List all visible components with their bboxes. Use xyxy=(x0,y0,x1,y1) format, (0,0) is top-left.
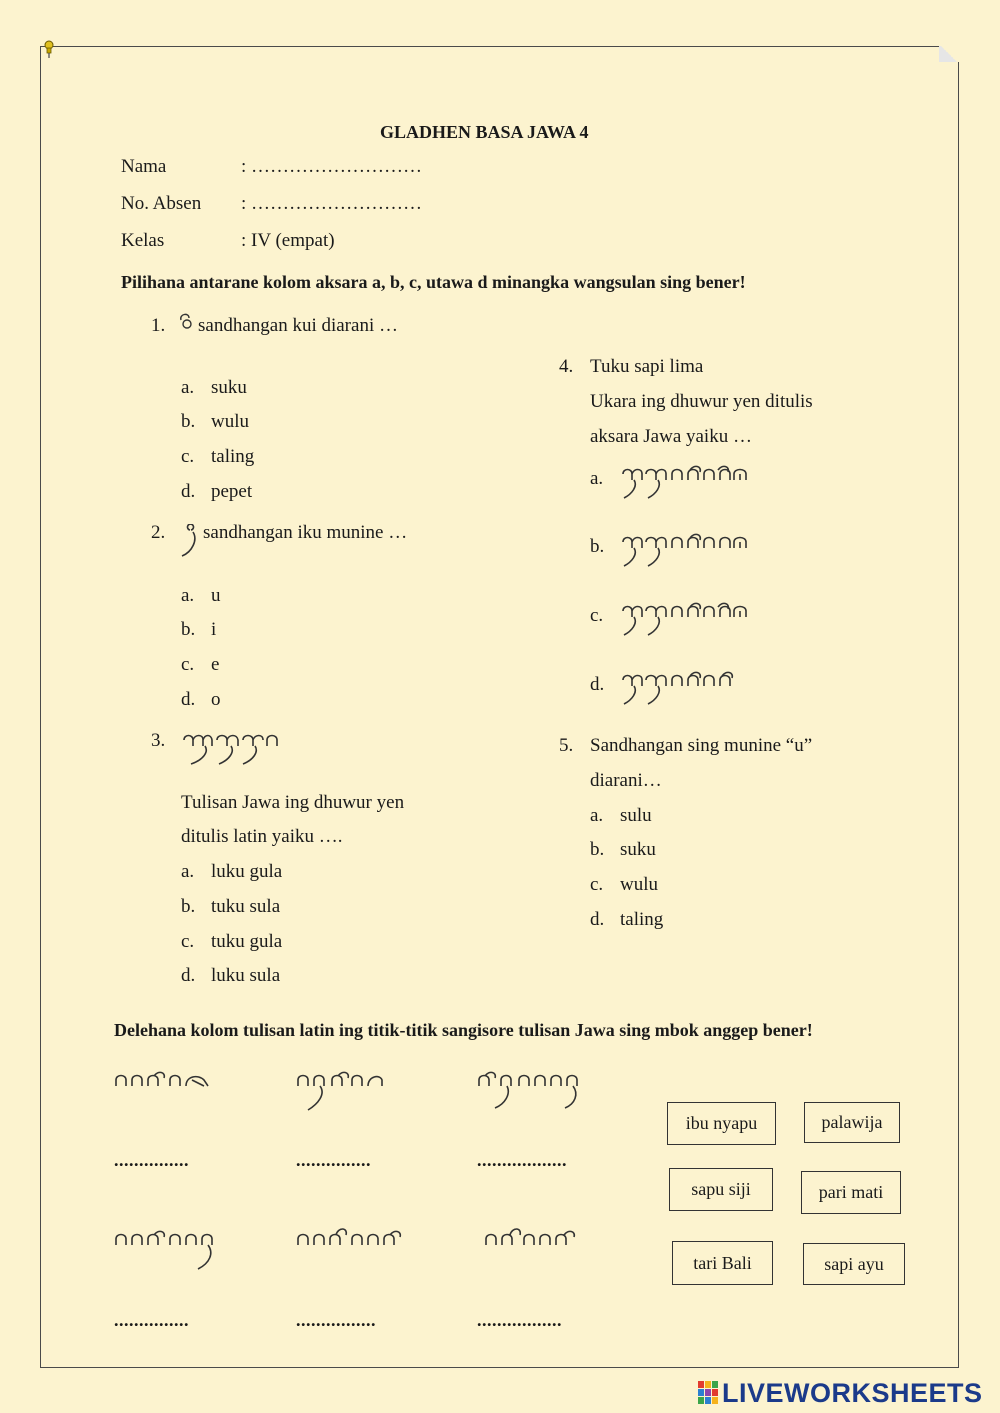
q2-option-b[interactable]: i xyxy=(211,619,217,640)
field-value-absen[interactable]: : ……………………… xyxy=(241,193,423,214)
pin-icon xyxy=(43,40,55,58)
q4-option-a-letter: a. xyxy=(590,468,604,489)
q4-line3: aksara Jawa yaiku … xyxy=(590,426,752,447)
brand-name: LIVEWORKSHEETS xyxy=(722,1377,983,1408)
q1-option-b[interactable]: wulu xyxy=(211,411,249,432)
javanese-word-2-icon xyxy=(296,1064,386,1114)
q3-option-d[interactable]: luku sula xyxy=(211,965,281,986)
q2-option-b-letter: b. xyxy=(181,619,196,640)
q5-number: 5. xyxy=(559,735,574,756)
q4-option-a-javanese-icon[interactable] xyxy=(620,464,752,504)
q4-line2: Ukara ing dhuwur yen ditulis xyxy=(590,391,813,412)
q5-option-d[interactable]: taling xyxy=(620,909,664,930)
q1-option-a-letter: a. xyxy=(181,377,195,398)
q4-option-c-letter: c. xyxy=(590,605,604,626)
liveworksheets-brand xyxy=(697,1378,983,1408)
q3-option-c[interactable]: tuku gula xyxy=(211,931,283,952)
q4-option-c-javanese-icon[interactable] xyxy=(620,601,752,641)
blank-5[interactable]: ................ xyxy=(296,1310,376,1330)
field-value-kelas: : IV (empat) xyxy=(241,230,335,251)
section2-instruction: Delehana kolom tulisan latin ing titik-titik sangisore tulisan Jawa sing mbok anggep bener! xyxy=(114,1020,813,1040)
javanese-word-1-icon xyxy=(114,1068,212,1092)
q2-option-a[interactable]: u xyxy=(211,585,221,606)
javanese-word-4-icon xyxy=(114,1225,218,1273)
q5-option-a[interactable]: sulu xyxy=(620,805,652,826)
q2-number: 2. xyxy=(151,522,166,543)
q3-number: 3. xyxy=(151,730,166,751)
q1-option-c[interactable]: taling xyxy=(211,446,255,467)
section1-instruction: Pilihana antarane kolom aksara a, b, c, utawa d minangka wangsulan sing bener! xyxy=(121,272,746,292)
field-value-nama[interactable]: : ……………………… xyxy=(241,156,423,177)
answer-box-palawija[interactable]: palawija xyxy=(804,1102,900,1143)
blank-2[interactable]: ............... xyxy=(296,1150,371,1170)
suku-glyph-icon xyxy=(180,524,200,560)
q1-number: 1. xyxy=(151,315,166,336)
blank-3[interactable]: .................. xyxy=(477,1150,567,1170)
q5-line1: Sandhangan sing munine “u” xyxy=(590,735,813,756)
javanese-word-3-icon xyxy=(477,1064,593,1114)
q1-option-d-letter: d. xyxy=(181,481,196,502)
answer-box-pari-mati[interactable]: pari mati xyxy=(801,1171,901,1214)
javanese-word-5-icon xyxy=(296,1225,404,1253)
q3-line2: ditulis latin yaiku …. xyxy=(181,826,343,847)
q2-text: sandhangan iku munine … xyxy=(203,522,408,543)
q5-option-b-letter: b. xyxy=(590,839,605,860)
q4-option-b-letter: b. xyxy=(590,536,605,557)
answer-box-tari-bali[interactable]: tari Bali xyxy=(672,1241,773,1285)
q2-option-d-letter: d. xyxy=(181,689,196,710)
q2-option-c[interactable]: e xyxy=(211,654,220,675)
q1-text: sandhangan kui diarani … xyxy=(198,315,398,336)
q2-option-c-letter: c. xyxy=(181,654,195,675)
q2-option-d[interactable]: o xyxy=(211,689,221,710)
liveworksheets-logo-icon xyxy=(697,1380,719,1406)
q4-option-d-javanese-icon[interactable] xyxy=(620,670,736,710)
q4-number: 4. xyxy=(559,356,574,377)
q3-option-a[interactable]: luku gula xyxy=(211,861,283,882)
answer-box-ibu-nyapu[interactable]: ibu nyapu xyxy=(667,1102,776,1145)
q3-option-b[interactable]: tuku sula xyxy=(211,896,281,917)
field-label-absen: No. Absen xyxy=(121,193,202,214)
javanese-script-q3-icon xyxy=(181,730,281,770)
q3-line1: Tulisan Jawa ing dhuwur yen xyxy=(181,792,405,813)
q3-option-d-letter: d. xyxy=(181,965,196,986)
q3-option-a-letter: a. xyxy=(181,861,195,882)
q5-option-d-letter: d. xyxy=(590,909,605,930)
javanese-word-6-icon xyxy=(484,1225,580,1253)
q4-option-d-letter: d. xyxy=(590,674,605,695)
answer-box-sapu-siji[interactable]: sapu siji xyxy=(669,1168,773,1211)
q5-option-a-letter: a. xyxy=(590,805,604,826)
q5-option-b[interactable]: suku xyxy=(620,839,656,860)
q5-line2: diarani… xyxy=(590,770,662,791)
q5-option-c[interactable]: wulu xyxy=(620,874,658,895)
page-fold xyxy=(939,46,959,62)
answer-box-sapi-ayu[interactable]: sapi ayu xyxy=(803,1243,905,1285)
q1-option-a[interactable]: suku xyxy=(211,377,247,398)
field-label-nama: Nama xyxy=(121,156,167,177)
q1-option-d[interactable]: pepet xyxy=(211,481,253,502)
q2-option-a-letter: a. xyxy=(181,585,195,606)
taling-glyph-icon xyxy=(177,310,195,334)
q4-line1: Tuku sapi lima xyxy=(590,356,704,377)
blank-4[interactable]: ............... xyxy=(114,1310,189,1330)
q1-option-c-letter: c. xyxy=(181,446,195,467)
blank-1[interactable]: ............... xyxy=(114,1150,189,1170)
q5-option-c-letter: c. xyxy=(590,874,604,895)
blank-6[interactable]: ................. xyxy=(477,1310,562,1330)
page-title: GLADHEN BASA JAWA 4 xyxy=(380,122,589,142)
q3-option-b-letter: b. xyxy=(181,896,196,917)
q4-option-b-javanese-icon[interactable] xyxy=(620,532,752,572)
field-label-kelas: Kelas xyxy=(121,230,165,251)
q3-option-c-letter: c. xyxy=(181,931,195,952)
q1-option-b-letter: b. xyxy=(181,411,196,432)
